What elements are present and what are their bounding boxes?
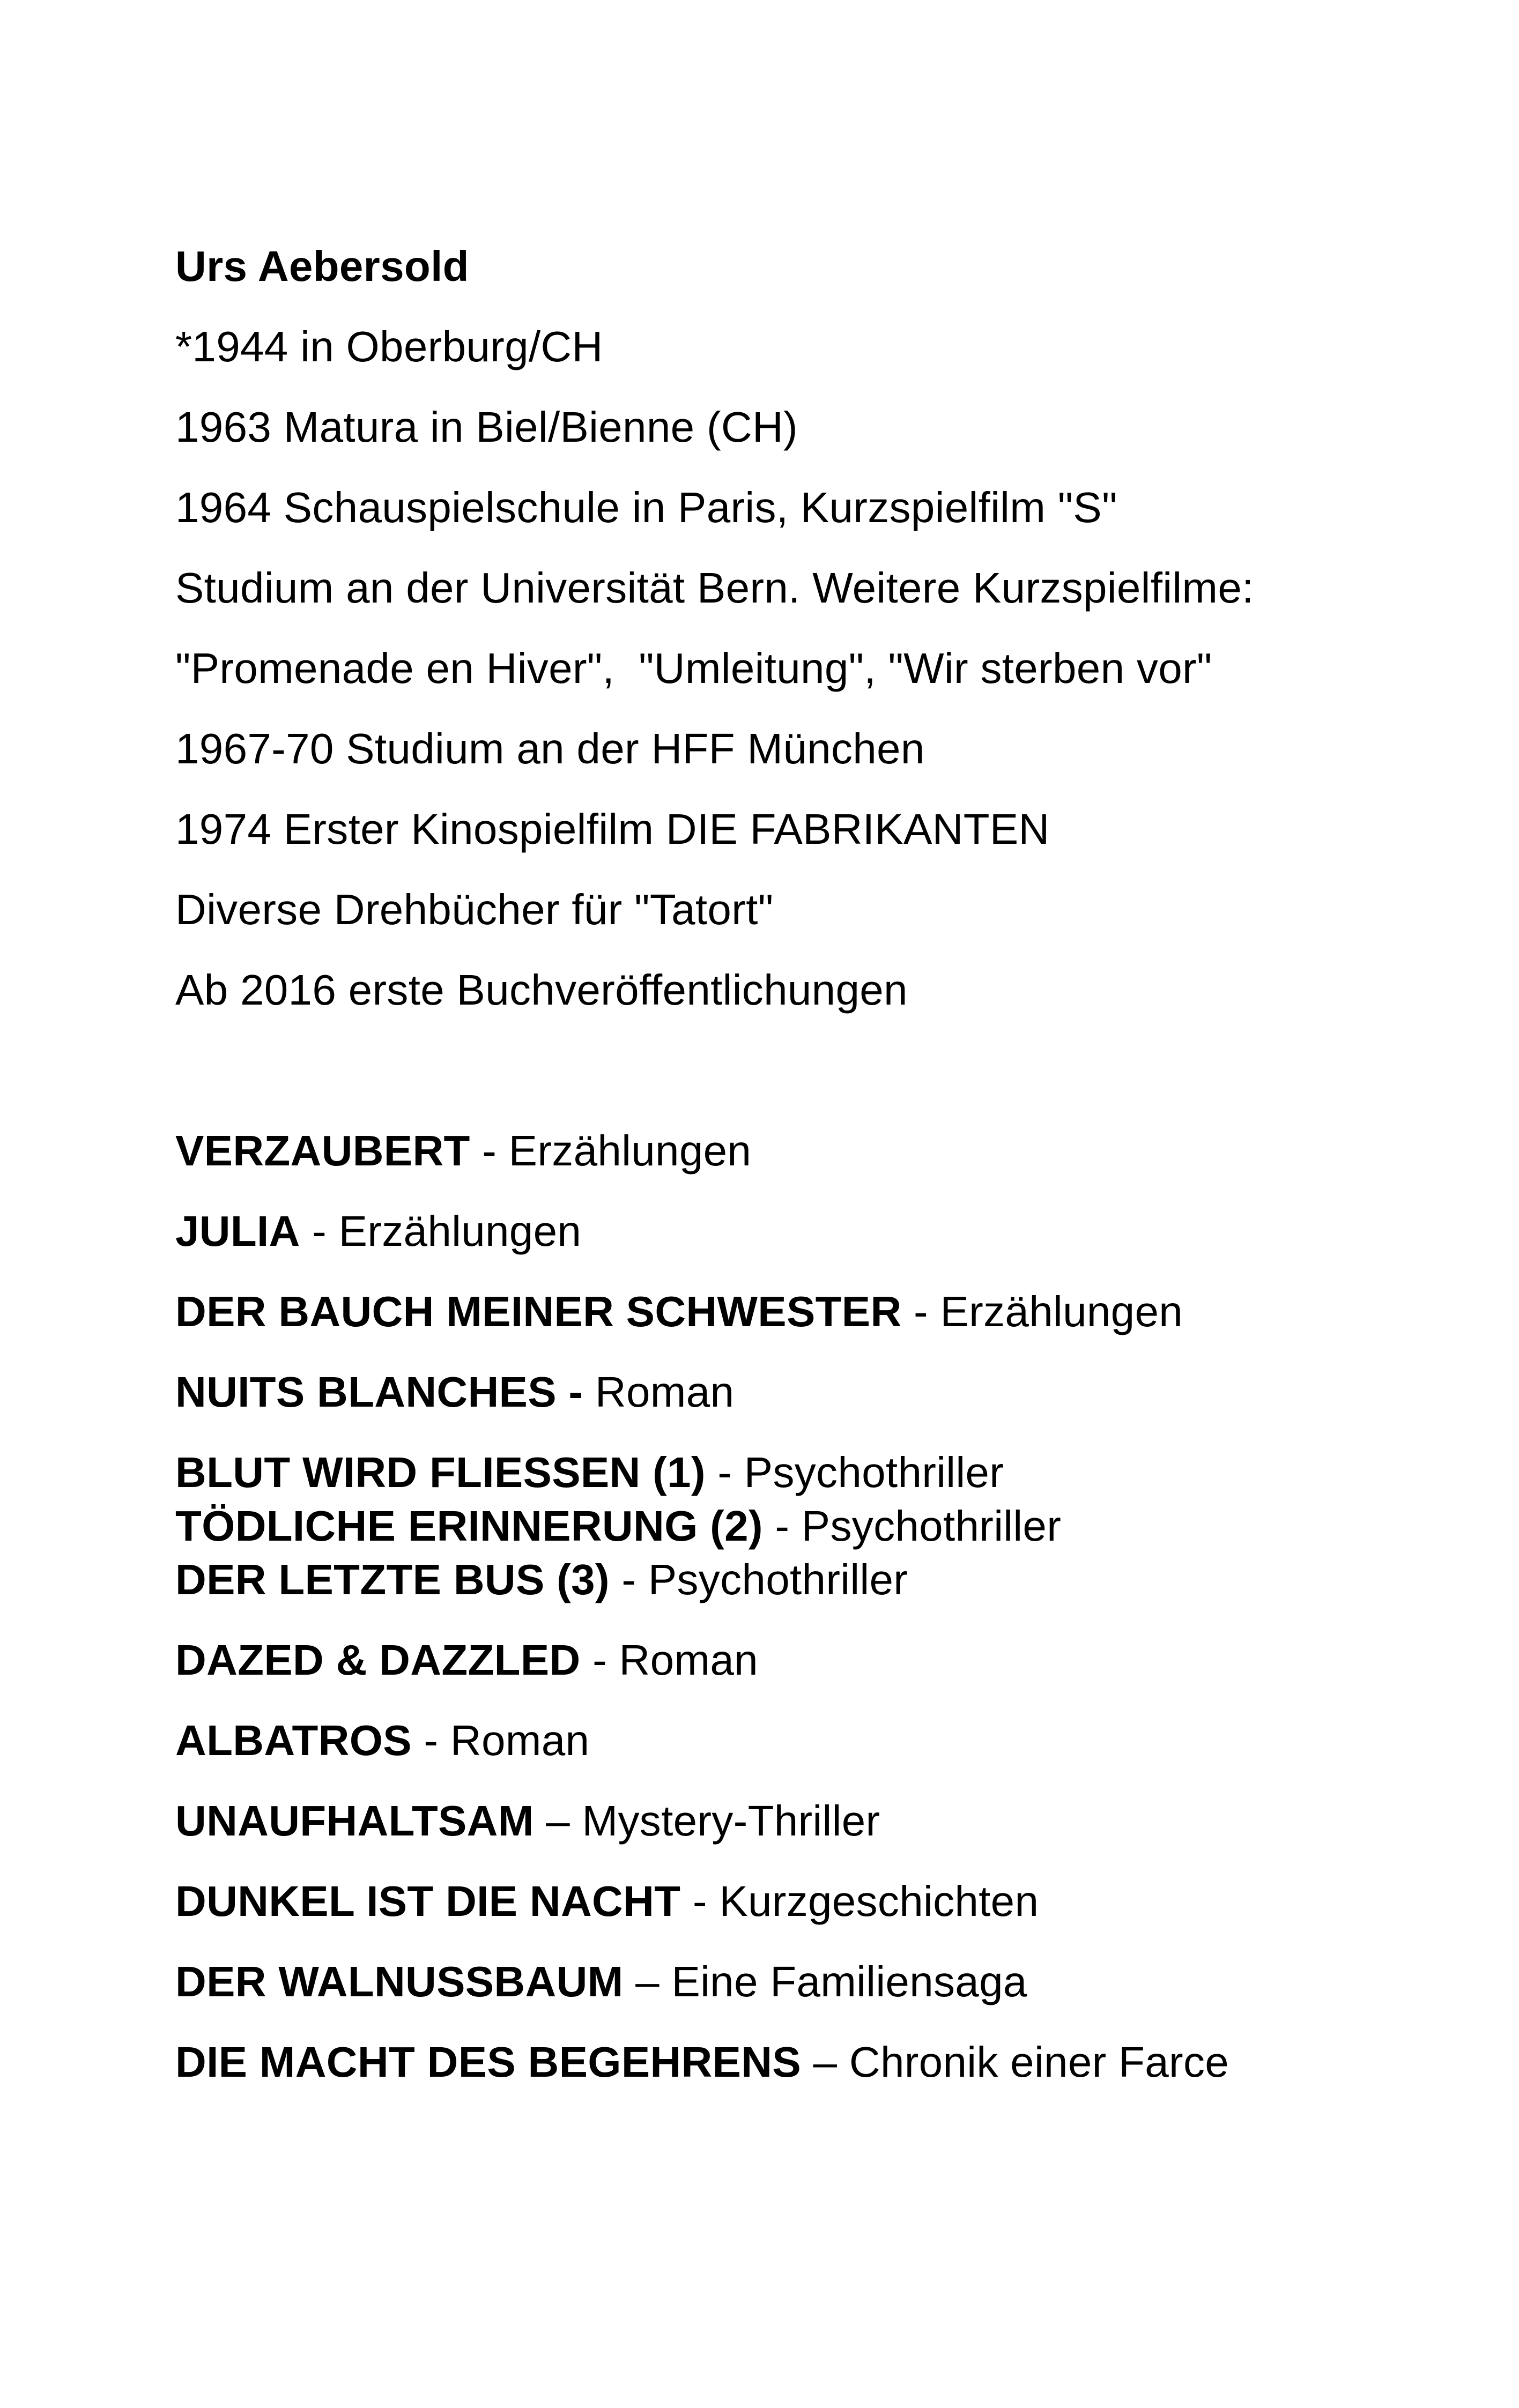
work-entry — [175, 1366, 734, 1418]
work-entry — [175, 1876, 1039, 1927]
work-genre: – Chronik einer Farce — [801, 2038, 1229, 2086]
work-title: DIE MACHT DES BEGEHRENS — [175, 2038, 802, 2086]
work-genre: - Erzählungen — [470, 1127, 752, 1175]
bio-line: Studium an der Universität Bern. Weitere Kurzspielfilme: — [175, 564, 1254, 612]
bio-line: Diverse Drehbücher für "Tatort" — [175, 886, 774, 933]
work-entry — [175, 1286, 1183, 1337]
work-title: TÖDLICHE ERINNERUNG (2) — [175, 1502, 763, 1550]
work-genre: - Erzählungen — [901, 1288, 1183, 1335]
work-entry — [175, 1795, 880, 1847]
bio-line: 1964 Schauspielschule in Paris, Kurzspielfilm "S" — [175, 484, 1117, 531]
work-entry — [175, 1554, 908, 1606]
work-genre: - Psychothriller — [705, 1448, 1004, 1496]
work-title: DER LETZTE BUS (3) — [175, 1556, 610, 1603]
bio-line: 1967-70 Studium an der HFF München — [175, 725, 925, 772]
work-title: DER WALNUSSBAUM — [175, 1958, 624, 2005]
bio-line: Ab 2016 erste Buchveröffentlichungen — [175, 966, 908, 1014]
bio-line: 1974 Erster Kinospielfilm DIE FABRIKANTEN — [175, 805, 1050, 853]
work-entry — [175, 1500, 1061, 1552]
bio-line: *1944 in Oberburg/CH — [175, 323, 603, 370]
work-title: BLUT WIRD FLIESSEN (1) — [175, 1448, 706, 1496]
work-entry — [175, 1715, 589, 1766]
author-name: Urs Aebersold — [175, 242, 469, 290]
work-genre: - Psychothriller — [762, 1502, 1062, 1550]
work-title: ALBATROS — [175, 1716, 412, 1764]
work-title: NUITS BLANCHES - — [175, 1368, 583, 1416]
work-entry — [175, 1206, 581, 1257]
work-title: UNAUFHALTSAM — [175, 1797, 534, 1845]
work-title: VERZAUBERT — [175, 1127, 470, 1175]
work-entry — [175, 1125, 751, 1177]
work-genre: Roman — [583, 1368, 735, 1416]
work-entry — [175, 2037, 1229, 2088]
work-genre: - Roman — [411, 1716, 590, 1764]
work-title: JULIA — [175, 1207, 300, 1255]
work-entry — [175, 1447, 1004, 1498]
bio-line: 1963 Matura in Biel/Bienne (CH) — [175, 403, 798, 451]
work-entry — [175, 1634, 758, 1686]
work-genre: – Eine Familiensaga — [623, 1958, 1027, 2005]
work-entry — [175, 1956, 1027, 2008]
work-title: DAZED & DAZZLED — [175, 1636, 581, 1684]
work-genre: - Roman — [580, 1636, 758, 1684]
work-genre: - Kurzgeschichten — [680, 1877, 1039, 1925]
work-title: DUNKEL IST DIE NACHT — [175, 1877, 681, 1925]
work-title: DER BAUCH MEINER SCHWESTER — [175, 1288, 902, 1335]
work-genre: – Mystery-Thriller — [533, 1797, 880, 1845]
work-genre: - Psychothriller — [609, 1556, 908, 1603]
work-genre: - Erzählungen — [300, 1207, 582, 1255]
bio-line: "Promenade en Hiver", "Umleitung", "Wir sterben vor" — [175, 644, 1212, 692]
